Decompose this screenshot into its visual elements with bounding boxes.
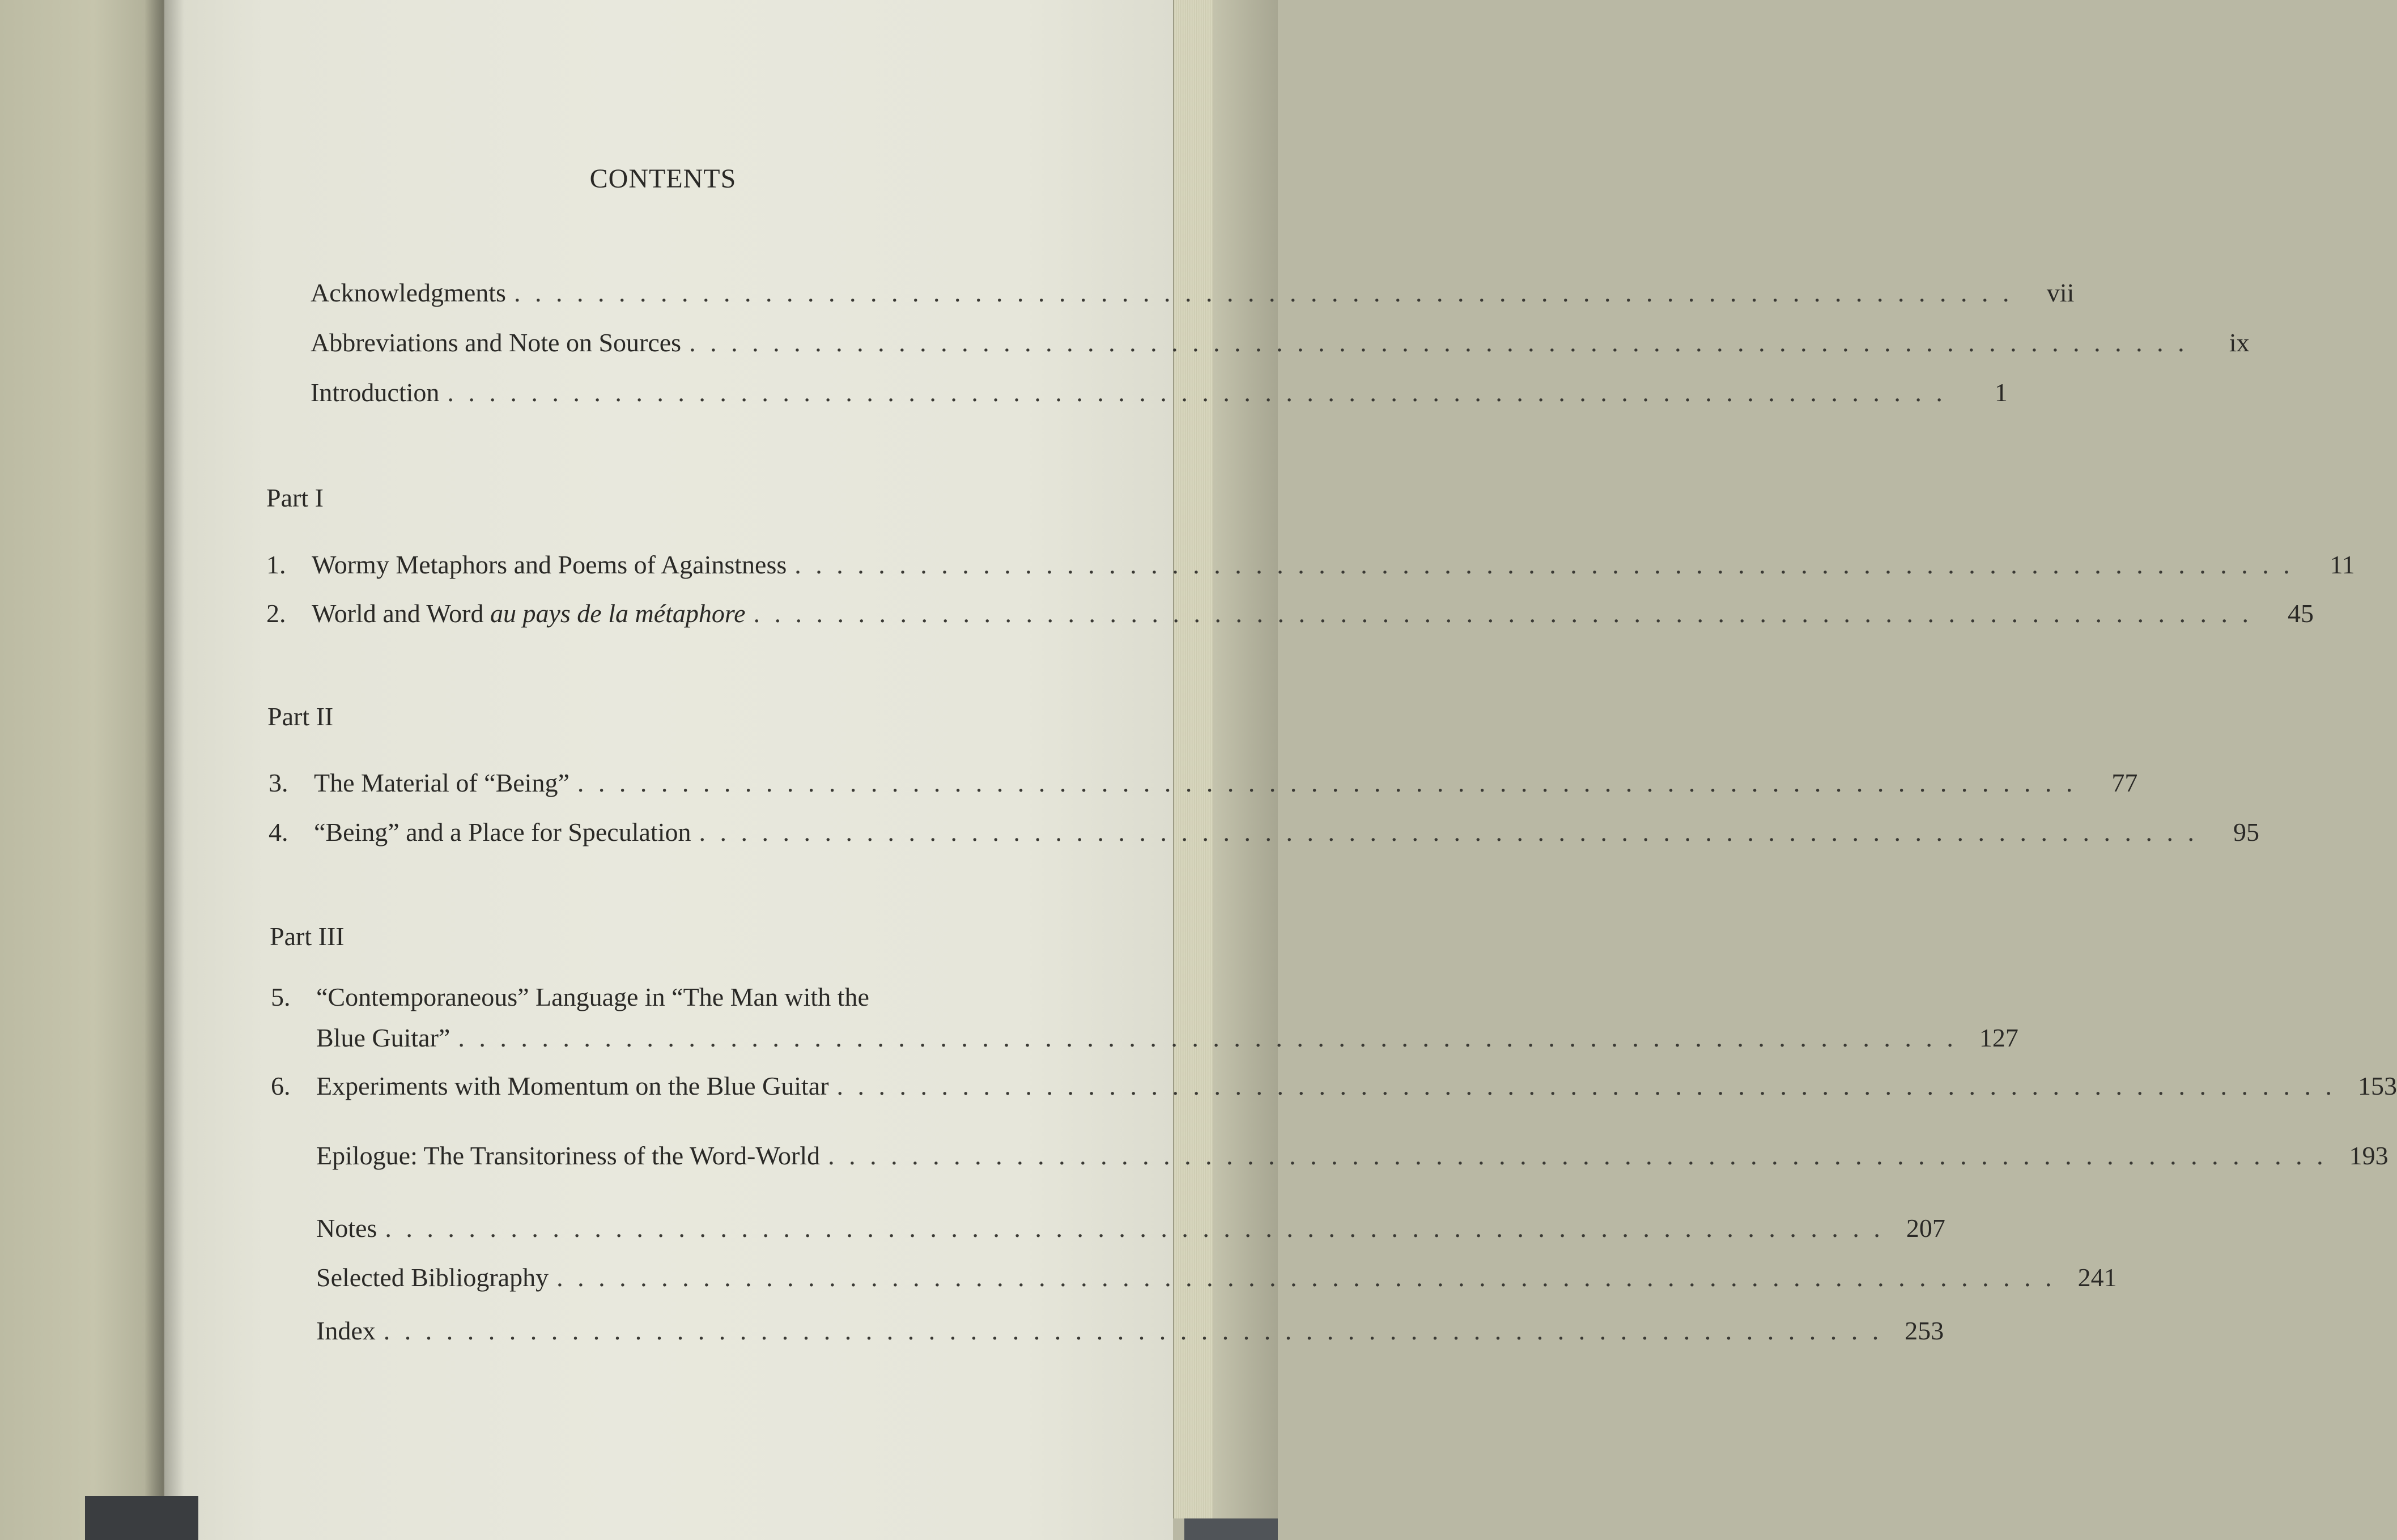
part-heading: Part III <box>270 922 345 951</box>
leader-dots: . . . . . . . . . . . . . . . . . . . . . . . . . . . . . . . . . . . . . . . . . . . . . . . . . . . . . . . . . . . . . . . . . . . . . . . . <box>513 278 2013 307</box>
leader-dots: . . . . . . . . . . . . . . . . . . . . . . . . . . . . . . . . . . . . . . . . . . . . . . . . . . . . . . . . . . . . . . . . . . . . . . . . <box>577 768 2077 797</box>
entry-page: 241 <box>2077 1263 2117 1292</box>
toc-entry-chapter-4 <box>269 817 2259 851</box>
entry-page: 45 <box>2288 599 2314 628</box>
leader-dots: . . . . . . . . . . . . . . . . . . . . . . . . . . . . . . . . . . . . . . . . . . . . . . . . . . . . . . . . . . . . . . . . . . . . . . . . <box>794 550 2294 579</box>
toc-entry-chapter-3 <box>269 768 2138 802</box>
entry-title-continued: Blue Guitar” <box>316 1023 450 1052</box>
entry-title: Index <box>316 1316 376 1345</box>
entry-page: 127 <box>1979 1023 2018 1052</box>
entry-page: ix <box>2229 328 2250 357</box>
entry-page: 77 <box>2111 768 2138 797</box>
entry-page: 153 <box>2358 1071 2397 1100</box>
entry-title: “Being” and a Place for Speculation <box>314 818 691 846</box>
entry-title: “Contemporaneous” Language in “The Man with the <box>316 982 869 1011</box>
entry-title: Abbreviations and Note on Sources <box>311 328 682 357</box>
leader-dots: . . . . . . . . . . . . . . . . . . . . . . . . . . . . . . . . . . . . . . . . . . . . . . . . . . . . . . . . . . . . . . . . . . . . . . . . <box>556 1263 2056 1292</box>
entry-page: 207 <box>1906 1214 1945 1243</box>
entry-page: 1 <box>1994 378 2008 407</box>
entry-title: Introduction <box>311 378 440 407</box>
chapter-number: 6. <box>271 1071 291 1100</box>
part-heading: Part I <box>266 483 324 512</box>
entry-title: Acknowledgments <box>311 278 506 307</box>
chapter-number: 1. <box>266 550 286 579</box>
toc-entry-acknowledgments <box>311 278 2075 312</box>
leader-dots: . . . . . . . . . . . . . . . . . . . . . . . . . . . . . . . . . . . . . . . . . . . . . . . . . . . . . . . . . . . . . . . . . . . . . . . . <box>836 1071 2336 1100</box>
entry-page: 193 <box>2349 1141 2388 1170</box>
toc-entry-chapter-5-line1 <box>271 982 869 1012</box>
toc-entry-bibliography <box>316 1262 2117 1296</box>
entry-title: Notes <box>316 1214 377 1243</box>
leader-dots: . . . . . . . . . . . . . . . . . . . . . . . . . . . . . . . . . . . . . . . . . . . . . . . . . . . . . . . . . . . . . . . . . . . . . . . . <box>383 1316 1883 1345</box>
toc-entry-chapter-5 <box>316 1023 2018 1057</box>
entry-page: 11 <box>2330 550 2355 579</box>
leader-dots: . . . . . . . . . . . . . . . . . . . . . . . . . . . . . . . . . . . . . . . . . . . . . . . . . . . . . . . . . . . . . . . . . . . . . . . . <box>828 1141 2327 1170</box>
toc-entry-introduction <box>311 377 2008 411</box>
entry-title <box>312 598 746 628</box>
leader-dots: . . . . . . . . . . . . . . . . . . . . . . . . . . . . . . . . . . . . . . . . . . . . . . . . . . . . . . . . . . . . . . . . . . . . . . . . <box>689 328 2188 357</box>
entry-page: 95 <box>2233 818 2259 846</box>
toc-entry-abbreviations <box>311 327 2250 361</box>
entry-page: 253 <box>1905 1316 1944 1345</box>
toc-entry-chapter-2 <box>266 598 2314 632</box>
chapter-number: 4. <box>269 818 288 846</box>
entry-title: The Material of “Being” <box>314 768 570 797</box>
leader-dots: . . . . . . . . . . . . . . . . . . . . . . . . . . . . . . . . . . . . . . . . . . . . . . . . . . . . . . . . . . . . . . . . . . . . . . . . <box>385 1214 1884 1243</box>
leader-dots: . . . . . . . . . . . . . . . . . . . . . . . . . . . . . . . . . . . . . . . . . . . . . . . . . . . . . . . . . . . . . . . . . . . . . . . . <box>753 599 2253 628</box>
entry-title: Epilogue: The Transitoriness of the Word-World <box>316 1141 821 1170</box>
leader-dots: . . . . . . . . . . . . . . . . . . . . . . . . . . . . . . . . . . . . . . . . . . . . . . . . . . . . . . . . . . . . . . . . . . . . . . . . <box>699 818 2198 846</box>
entry-title-roman: World and Word <box>312 599 490 628</box>
chapter-number: 3. <box>269 768 288 797</box>
entry-title: Experiments with Momentum on the Blue Guitar <box>316 1071 829 1100</box>
contents-heading: CONTENTS <box>589 164 737 194</box>
part-heading: Part II <box>267 702 334 731</box>
leader-dots: . . . . . . . . . . . . . . . . . . . . . . . . . . . . . . . . . . . . . . . . . . . . . . . . . . . . . . . . . . . . . . . . . . . . . . . . <box>447 378 1946 407</box>
toc-entry-epilogue <box>316 1141 2388 1175</box>
entry-title-italic: au pays de la métaphore <box>490 599 746 628</box>
entry-title: Wormy Metaphors and Poems of Againstness <box>312 550 787 579</box>
toc-entry-notes <box>316 1213 1945 1247</box>
toc-entry-chapter-1 <box>266 550 2355 584</box>
leader-dots: . . . . . . . . . . . . . . . . . . . . . . . . . . . . . . . . . . . . . . . . . . . . . . . . . . . . . . . . . . . . . . . . . . . . . . . . <box>458 1023 1957 1052</box>
entry-title: Selected Bibliography <box>316 1263 549 1292</box>
chapter-number: 2. <box>266 599 286 628</box>
entry-page: vii <box>2046 278 2075 307</box>
toc-entry-chapter-6 <box>271 1071 2397 1105</box>
toc-entry-index <box>316 1316 1944 1350</box>
chapter-number: 5. <box>271 982 291 1011</box>
